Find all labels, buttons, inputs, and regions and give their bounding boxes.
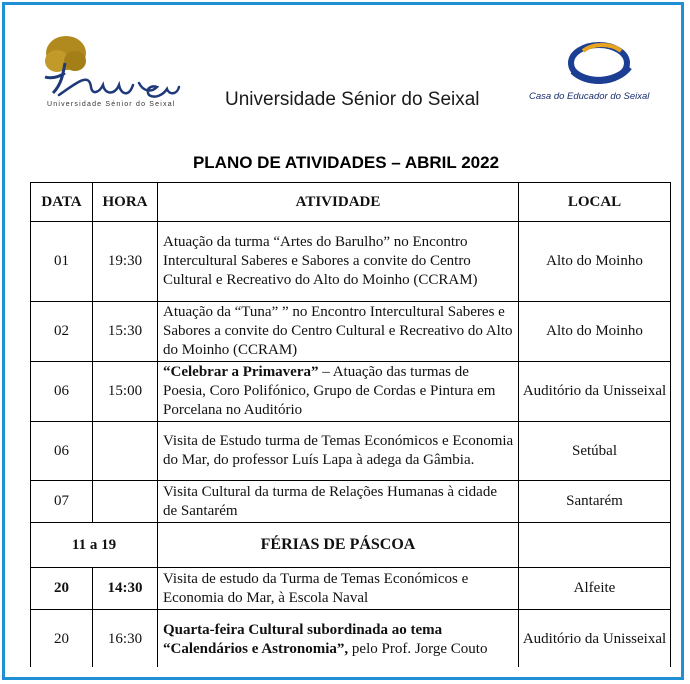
cell-data: 06 bbox=[31, 362, 93, 422]
table-row bbox=[31, 610, 671, 670]
logo-subtitle: Universidade Sénior do Seixal bbox=[47, 101, 176, 108]
cell-atividade bbox=[158, 610, 519, 670]
cell-local: Setúbal bbox=[519, 422, 671, 481]
cell-atividade bbox=[158, 302, 519, 362]
table-row bbox=[31, 222, 671, 302]
header-hora: HORA bbox=[93, 183, 158, 222]
table-row bbox=[31, 422, 671, 481]
cell-hora: 19:30 bbox=[93, 222, 158, 302]
logo-caption: Casa do Educador do Seixal bbox=[529, 91, 650, 102]
cell-data: 01 bbox=[31, 222, 93, 302]
cell-data: 20 bbox=[31, 568, 93, 610]
cell-local: Alfeite bbox=[519, 568, 671, 610]
unis-logo bbox=[39, 33, 189, 117]
cell-local: Auditório da Unisseixal bbox=[519, 610, 671, 670]
cell-atividade bbox=[158, 222, 519, 302]
cell-local: Alto do Moinho bbox=[519, 302, 671, 362]
cell-data: 07 bbox=[31, 481, 93, 523]
activity-text: Visita de Estudo turma de Temas Económicos e Economia do Mar, do professor Luís Lapa à adega da Gâmbia. bbox=[163, 433, 514, 468]
table-row-holiday bbox=[31, 523, 671, 568]
header-atividade: ATIVIDADE bbox=[158, 183, 519, 222]
header-data: DATA bbox=[31, 183, 93, 222]
cell-data: 02 bbox=[31, 302, 93, 362]
university-title: Universidade Sénior do Seixal bbox=[225, 89, 480, 110]
activities-table bbox=[30, 182, 671, 670]
cell-data: 11 a 19 bbox=[31, 523, 158, 568]
cell-hora: 15:30 bbox=[93, 302, 158, 362]
cell-hora: 16:30 bbox=[93, 610, 158, 670]
cell-hora: 15:00 bbox=[93, 362, 158, 422]
activity-text: Atuação da “Tuna” ” no Encontro Intercultural Saberes e Sabores a convite do Centro Cultural e Recreativo do Alto do Moinho (CCRAM) bbox=[163, 304, 513, 358]
table-row bbox=[31, 568, 671, 610]
activity-text: Visita de estudo da Turma de Temas Económicos e Economia do Mar, à Escola Naval bbox=[163, 570, 469, 606]
table-header-row bbox=[31, 183, 671, 222]
cell-atividade bbox=[158, 422, 519, 481]
header-local: LOCAL bbox=[519, 183, 671, 222]
plan-title: PLANO DE ATIVIDADES – ABRIL 2022 bbox=[192, 153, 500, 172]
activity-text: Visita Cultural da turma de Relações Humanas à cidade de Santarém bbox=[163, 483, 497, 519]
activity-text: Atuação da turma “Artes do Barulho” no Encontro Intercultural Saberes e Sabores a convite do Centro Cultural e Recreativo do Alto do Moinho (CCRAM) bbox=[163, 234, 478, 288]
cell-hora bbox=[93, 481, 158, 523]
cell-data: 06 bbox=[31, 422, 93, 481]
bottom-mask bbox=[5, 667, 681, 677]
cell-local: Santarém bbox=[519, 481, 671, 523]
cell-local: Auditório da Unisseixal bbox=[519, 362, 671, 422]
swoosh-logo-icon bbox=[527, 41, 651, 89]
cell-local: Alto do Moinho bbox=[519, 222, 671, 302]
cell-data: 20 bbox=[31, 610, 93, 670]
cell-atividade: FÉRIAS DE PÁSCOA bbox=[158, 523, 519, 568]
cell-atividade bbox=[158, 568, 519, 610]
activity-bold-text: Quarta-feira Cultural subordinada ao tema “Calendários e Astronomia”, bbox=[163, 621, 443, 657]
cell-atividade bbox=[158, 362, 519, 422]
table-row bbox=[31, 481, 671, 523]
cell-local bbox=[519, 523, 671, 568]
cell-hora bbox=[93, 422, 158, 481]
table-row bbox=[31, 302, 671, 362]
activity-bold-text: “Celebrar a Primavera” bbox=[163, 364, 319, 380]
cell-atividade bbox=[158, 481, 519, 523]
activity-text: – Atuação das turmas de Poesia, Coro Polifónico, Grupo de Cordas e Pintura em Porcelana no Auditório bbox=[163, 364, 496, 418]
cell-hora: 14:30 bbox=[93, 568, 158, 610]
activity-text: pelo Prof. Jorge Couto bbox=[348, 640, 488, 657]
table-row bbox=[31, 362, 671, 422]
casa-educador-logo bbox=[527, 41, 651, 107]
